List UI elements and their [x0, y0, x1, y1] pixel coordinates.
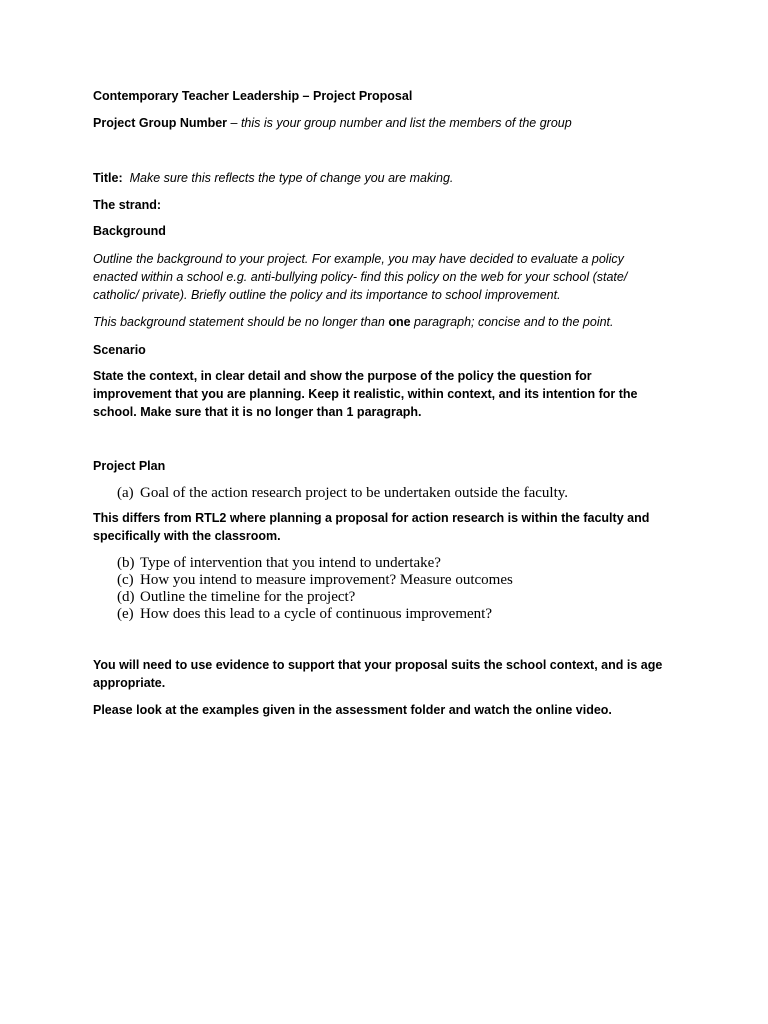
background-note-after: paragraph; concise and to the point.	[410, 315, 614, 329]
title-label: Title:	[93, 171, 123, 185]
background-length-note	[93, 313, 614, 331]
plan-item-marker: (d)	[117, 589, 135, 605]
background-paragraph: Outline the background to your project. For example, you may have decided to evaluate a policy enacted within a school e.g. anti-bullying policy- find this policy on the web for your school (state/ catholic/ private). Briefly outline the policy and its importance to school improvement.	[93, 252, 628, 302]
list-item	[117, 606, 687, 623]
background-note-emphasis: one	[388, 315, 411, 329]
plan-item-a	[93, 485, 687, 502]
project-plan-heading: Project Plan	[93, 459, 166, 473]
plan-item-text: How does this lead to a cycle of continuous improvement?	[140, 606, 492, 622]
plan-item-marker: (e)	[117, 606, 134, 622]
plan-item-a-marker: (a)	[117, 485, 134, 501]
group-number-hint: this is your group number and list the members of the group	[240, 116, 572, 130]
title-hint: Make sure this reflects the type of change you are making.	[129, 171, 454, 185]
list-item	[117, 555, 687, 572]
group-number-line	[93, 114, 572, 132]
plan-item-marker: (c)	[117, 572, 134, 588]
plan-items-list	[93, 555, 687, 623]
scenario-paragraph: State the context, in clear detail and show the purpose of the policy the question for improvement that you are planning. Keep it realistic, within context, and its intention for the school. Make sure that it is no longer than 1 paragraph.	[93, 369, 638, 419]
list-item	[117, 572, 687, 589]
list-item	[117, 589, 687, 606]
background-heading: Background	[93, 224, 166, 238]
evidence-paragraph: You will need to use evidence to support that your proposal suits the school context, and is age appropriate.	[93, 658, 663, 690]
plan-item-marker: (b)	[117, 555, 135, 571]
title-line	[93, 169, 453, 187]
strand-label: The strand:	[93, 198, 162, 212]
plan-item-text: Type of intervention that you intend to undertake?	[140, 555, 441, 571]
plan-item-text: How you intend to measure improvement? Measure outcomes	[140, 572, 513, 588]
document-heading: Contemporary Teacher Leadership – Project Proposal	[93, 89, 413, 103]
scenario-heading: Scenario	[93, 343, 146, 357]
examples-paragraph: Please look at the examples given in the assessment folder and watch the online video.	[93, 703, 612, 717]
plan-item-a-text: Goal of the action research project to be undertaken outside the faculty.	[140, 485, 569, 501]
plan-note: This differs from RTL2 where planning a proposal for action research is within the faculty and specifically with the classroom.	[93, 511, 650, 543]
group-number-label: Project Group Number	[93, 116, 228, 130]
background-note-before: This background statement should be no longer than	[93, 315, 389, 329]
plan-item-text: Outline the timeline for the project?	[140, 589, 356, 605]
group-number-dash: –	[227, 116, 241, 130]
